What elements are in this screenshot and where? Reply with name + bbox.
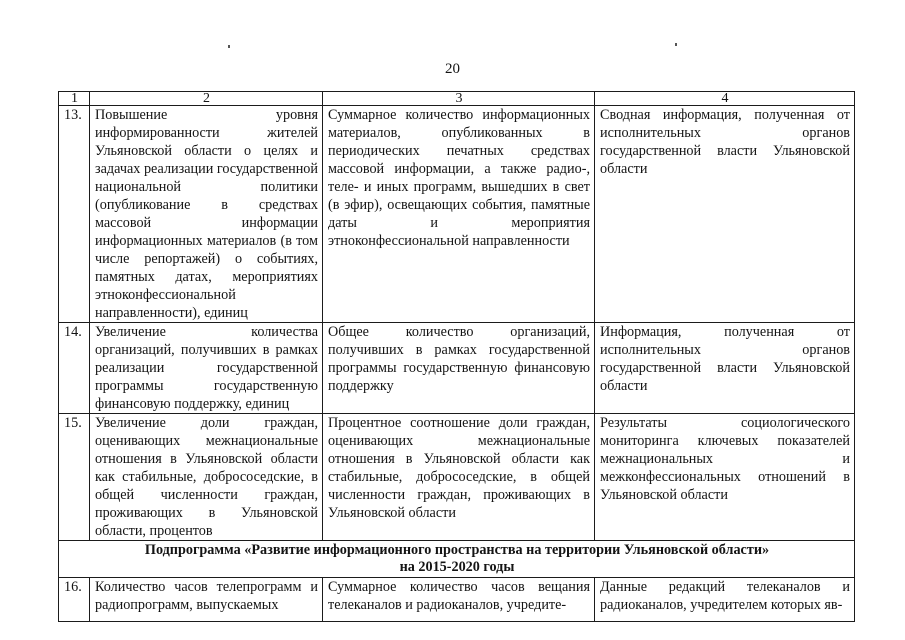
row-number: 14. (59, 323, 90, 414)
table-row (59, 323, 855, 414)
indicator-cell (90, 414, 323, 541)
calculation-method-cell (323, 323, 595, 414)
subprogram-section-row (59, 541, 855, 578)
method-text: Общее количество организаций, получивших в рамках государственной программы государственную финансовую поддержку (328, 324, 590, 394)
scan-speck-right (675, 43, 677, 46)
data-source-cell (595, 106, 855, 323)
column-header: 4 (595, 92, 855, 106)
indicator-text: Повышение уровня информированности жителей Ульяновской области о целях и задачах реализации государственной национальной политики (опубликование в средствах массовой информации информационных материалов (в том числе репортажей) о событиях, памятных датах, мероприятиях этноконфессиональной направленности), единиц (95, 107, 318, 321)
table-header-row (59, 92, 855, 106)
row-number: 16. (59, 578, 90, 622)
subprogram-years: на 2015-2020 годы (399, 559, 515, 575)
source-text: Сводная информация, полученная от исполнительных органов государственной власти Ульяновской области (600, 107, 850, 177)
calculation-method-cell (323, 578, 595, 622)
page-number: 20 (445, 61, 460, 77)
calculation-method-cell (323, 414, 595, 541)
column-header: 1 (59, 92, 90, 106)
table-row (59, 578, 855, 622)
indicator-text: Увеличение количества организаций, получивших в рамках реализации государственной программы государственную финансовую поддержку, единиц (95, 324, 318, 412)
indicator-cell (90, 106, 323, 323)
indicator-cell (90, 323, 323, 414)
row-number: 15. (59, 414, 90, 541)
scan-speck-left (228, 45, 230, 48)
indicators-table (58, 91, 855, 622)
subprogram-title: Подпрограмма «Развитие информационного пространства на территории Ульяновской области» (144, 542, 770, 558)
method-text: Суммарное количество часов вещания телеканалов и радиоканалов, учредите- (328, 579, 590, 613)
source-text: Результаты социологического мониторинга ключевых показателей межнациональных и межконфессиональных отношений в Ульяновской области (600, 415, 850, 503)
column-header: 3 (323, 92, 595, 106)
subprogram-title-cell (59, 541, 855, 578)
data-source-cell (595, 323, 855, 414)
table-row (59, 414, 855, 541)
source-text: Данные редакций телеканалов и радиоканалов, учредителем которых яв- (600, 579, 850, 613)
data-source-cell (595, 578, 855, 622)
method-text: Процентное соотношение доли граждан, оценивающих межнациональные отношения в Ульяновской области как стабильные, добрососедские, в общей численности граждан, проживающих в Ульяновской области (328, 415, 590, 521)
column-header: 2 (90, 92, 323, 106)
row-number: 13. (59, 106, 90, 323)
table-row (59, 106, 855, 323)
indicator-text: Количество часов телепрограмм и радиопрограмм, выпускаемых (95, 579, 318, 613)
method-text: Суммарное количество информационных материалов, опубликованных в периодических печатных средствах массовой информации, а также радио-, теле- и иных программ, вышедших в свет (в эфир), освещающих события, памятные даты и мероприятия этноконфессиональной направленности (328, 107, 590, 249)
indicator-cell (90, 578, 323, 622)
data-source-cell (595, 414, 855, 541)
calculation-method-cell (323, 106, 595, 323)
source-text: Информация, полученная от исполнительных органов государственной власти Ульяновской области (600, 324, 850, 394)
indicator-text: Увеличение доли граждан, оценивающих межнациональные отношения в Ульяновской области как стабильные, добрососедские, в общей численности граждан, проживающих в Ульяновской области, процентов (95, 415, 318, 539)
